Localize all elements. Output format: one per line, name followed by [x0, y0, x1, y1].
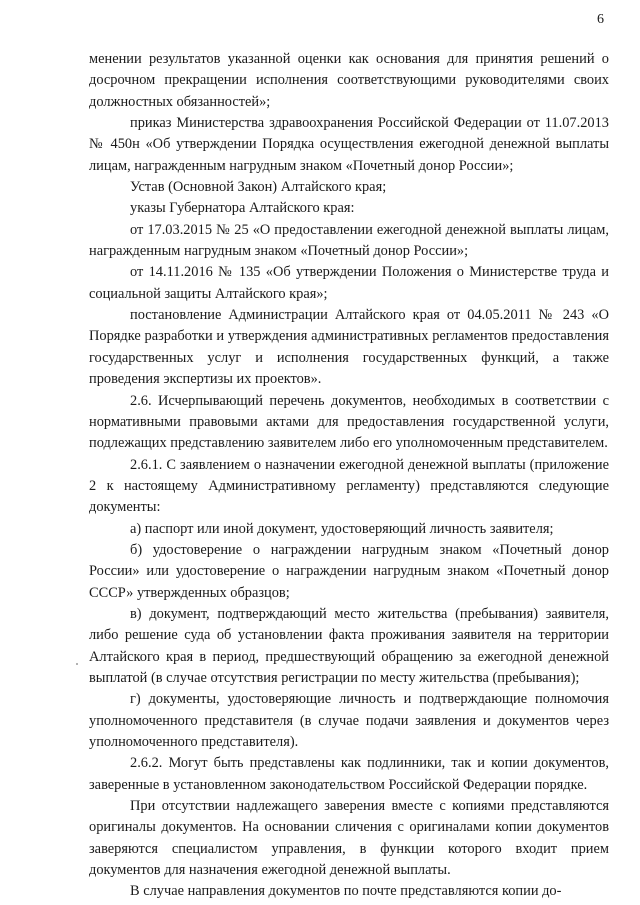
paragraph-certification: При отсутствии надлежащего заверения вместе с копиями представляются оригиналы документов. На основании сличения с оригиналами копии документов заверяются специалистом управления, в функции которого входит прием документов для назначения ежегодной денежной выплаты.: [89, 798, 609, 879]
paragraph-section-2-6-2: 2.6.2. Могут быть представлены как подлинники, так и копии документов, заверенные в установленном законодательством Российской Федерации порядке.: [89, 755, 609, 793]
list-item-v: в) документ, подтверждающий место жительства (пребывания) заявителя, либо решение суда об установлении факта проживания заявителя на территории Алтайского края в период, предшествующий обращению за ежегодной денежной выплатой (в случае отсутствия регистрации по месту жительства (пребывания);: [89, 605, 609, 686]
paragraph-charter: Устав (Основной Закон) Алтайского края;: [130, 179, 387, 196]
list-item-g: г) документы, удостоверяющие личность и подтверждающие полномочия уполномоченного представителя (в случае подачи заявления и документов через уполномоченного представителя).: [89, 691, 609, 750]
paragraph-decree-135: от 14.11.2016 № 135 «Об утверждении Положения о Министерстве труда и социальной защиты Алтайского края»;: [89, 264, 609, 302]
paragraph-continuation: менении результатов указанной оценки как основания для принятия решений о досрочном прекращении исполнения соответствующими руководителями своих должностных обязанностей»;: [89, 51, 609, 110]
paragraph-section-2-6-1: 2.6.1. С заявлением о назначении ежегодной денежной выплаты (приложение 2 к настоящему Административному регламенту) представляются следующие документы:: [89, 456, 609, 516]
scan-speck: [76, 663, 78, 665]
paragraph-ministry-order: приказ Министерства здравоохранения Российской Федерации от 11.07.2013 № 450н «Об утверждении Порядка осуществления ежегодной денежной выплаты лицам, награжденным нагрудным знаком «Почетный донор России»;: [89, 115, 609, 174]
paragraph-postal: В случае направления документов по почте представляются копии до-: [130, 883, 562, 900]
page-number: 6: [597, 12, 604, 27]
document-body: [89, 49, 609, 903]
list-item-a: а) паспорт или иной документ, удостоверяющий личность заявителя;: [130, 520, 554, 537]
paragraph-decree-25: от 17.03.2015 № 25 «О предоставлении ежегодной денежной выплаты лицам, награжденным нагрудным знаком «Почетный донор России»;: [89, 221, 609, 260]
paragraph-resolution-243: постановление Администрации Алтайского края от 04.05.2011 № 243 «О Порядке разработки и утверждения административных регламентов предоставления государственных услуг и исполнения государственных функций, а также проведения экспертизы их проектов».: [89, 307, 609, 388]
list-item-b: б) удостоверение о награждении нагрудным знаком «Почетный донор России» или удостоверение о награждении нагрудным знаком «Почетный донор СССР» утвержденных образцов;: [89, 541, 609, 601]
paragraph-section-2-6: 2.6. Исчерпывающий перечень документов, необходимых в соответствии с нормативными правовыми актами для предоставления государственной услуги, подлежащих представлению заявителем либо его уполномоченным представителем.: [89, 392, 609, 452]
paragraph-governor-decrees: указы Губернатора Алтайского края:: [130, 200, 355, 217]
